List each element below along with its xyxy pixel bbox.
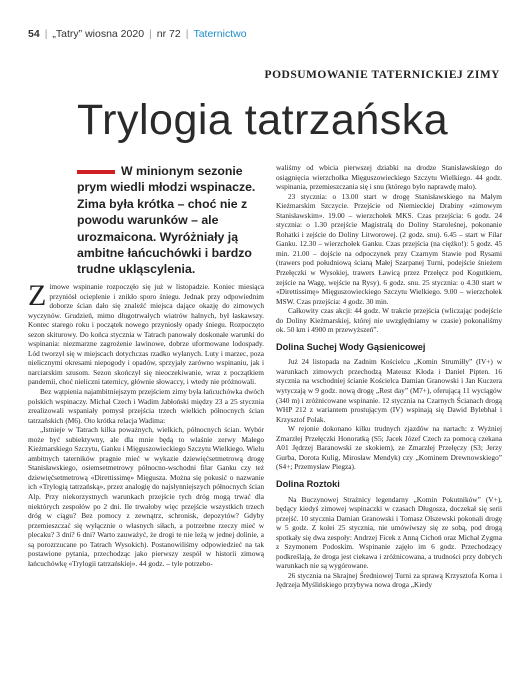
page-number: 54 <box>28 28 40 40</box>
column-right <box>276 163 502 590</box>
column-left <box>28 279 264 568</box>
paragraph: 23 stycznia: o 13.00 start w drogę Stanisławskiego na Małym Kieżmarskim Szczycie. Przejście od Niemieckiej Drabiny «zimowym Stanisławskim». 19.00 – wierzchołek MKS. Czas przejścia: 6 godz. 24 stycznia: o 1.30 przejście Magistralą do Doliny Staroleśnej, pokonanie Rohatki i zejście do Doliny Litworowej. (2 godz. snu). 6.45 – start w Filar Ganku. 12.30 – wierzchołek Ganku. Czas przejścia (na ciężko!): 5 godz. 45 min. 21.00 – dojście na odpoczynek przy Czarnym Stawie pod Rysami (trawers pod południową ścianą Małej Szarpanej Turni, podejście śnieżem Przełęczki w Wysokiej, trawers Ławicą przez Przełęcz pod Kogutkiem, zejście na Wagę, wejście na Rysy). 6 godz. snu. 25 stycznia: o 4.30 start w «Direttissimę» Mięguszowieckiego Szczytu Wielkiego. 9.00 – wierzchołek MSW. Czas przejścia: 4 godz. 30 min. <box>276 191 502 306</box>
header-separator: | <box>185 28 189 40</box>
header-separator: | <box>149 28 152 40</box>
paragraph-text: imowe wspinanie rozpoczęło się już w listopadzie. Koniec miesiąca przyniósł ocieplenie i znikło sporo śniegu. Jednak przy odpowiednim doborze ścian dało się znaleźć miejsca dające okazję do zimowych wyczynów. Grudzień, mimo długotrwałych wiatrów halnych, był łaskawszy. Kontec starego roku i początek nowego przyniosły opady śniegu. Rozpoczęto sezon skiturowy. Do końca stycznia w Tatrach panowały doskonałe warunki do wspinania: niezmarzne zagrożenie lawinowe, dobrze uformowane lodospady. Lód tworzył się w miejscach dotychczas rzadko wyłanych. Luty i marzec, poza nielicznymi okresami niepogody i opadów, sprzyjały zarówno wspinaniu, jak i narciarskim szusom. Sezon skończył się nieoczekiwanie, wraz z początkiem pandemii, choć nieliczni taternicy, głównie słowaccy, i wtedy nie próżnowali. <box>28 282 264 387</box>
article-lead <box>77 163 267 278</box>
paragraph: waliśmy od wbicia pierwszej dziabki na drodze Stanisławskiego do osiągnięcia wierzchołka Mięguszowieckiego Szczytu Wielkiego. 44 godz. wspinania, przemieszczania się i snu (którego było naprawdę mało). <box>276 163 502 192</box>
paragraph <box>28 279 264 387</box>
section-name: Taternictwo <box>193 28 247 40</box>
paragraph: Całkowity czas akcji: 44 godz. W trakcie przejścia (wliczając podejście do Doliny Kieżmarskiej, której nie uwzględniamy w czasie) pokonaliśmy ok. 50 km i 4900 m przewyższeń”. <box>276 306 502 335</box>
article-kicker: PODSUMOWANIE TATERNICKIEJ ZIMY <box>264 69 500 81</box>
article-title: Trylogia tatrzańska <box>77 96 449 144</box>
paragraph: 26 stycznia na Skrajnej Średniowej Turni za sprawą Krzysztofa Korna i Jędrzeja Myślińskiego przybywa nowa droga „Kiedy <box>276 570 502 590</box>
page-header <box>28 25 502 43</box>
header-separator: | <box>44 28 48 40</box>
paragraph: W rejonie dokonano kilku trudnych zjazdów na nartach: z Wyżniej Zmarzłej Przełęczki Honoratką (S5; Jacek Józef Czech za pomocą czekana A01 Jędrzej Baranowski ze skokiem), ze Zmarzłej Przełęczy (S3; Jerzy Gurba, Dorota Kulig, Mirosław Mendyk) czy „Kominem Drewnowskiego” (S4+; Przemysław Piegza). <box>276 424 502 472</box>
drop-cap: Z <box>28 279 47 312</box>
paragraph: „Istnieje w Tatrach kilka poważnych, wielkich, północnych ścian. Wybór może być subiektywny, ale dla mnie będą to właśnie zerwy Małego Kieżmarskiego Szczytu, Ganku i Mięguszowieckiego Szczytu Wielkiego. Wielu ambitnych taterników pragnie mieć w wykazie dziewięćsetmetrową drogę Stanisławskiego, osiemsetmetrowy północno-wschodni filar Ganku czy też dziewięćsetmetrową «Direttissimę» Mięgusza. Można się pokusić o nazwanie ich «Trylogią tatrzańską», przez analogię do najsłynniejszych północnych ścian Alp. Przy niekorzystnych warunkach przejście tych dróg mogą trwać dla niektórych zespołów po 2 dni. Ile trwałoby więc przejście wszystkich trzech dróg w ciągu? Bez pomocy z zewnątrz, schronisk, depozytów? Gdyby przemieszczać się wyłącznie o własnych siłach, a potrzebne rzeczy mieć w plecaku? 3 dni? 6 dni? Warto zauważyć, że drogi te nie leżą w jednej dolinie, a są porozrzucane po Tatrach Wysokich). Postanowiliśmy odpowiedzieć na tak postawione pytania, przechodząc jako pierwszy zespół w historii zimową łańcuchówkę «Trylogii tatrzańskiej». 44 godz. – tyle potrzebo- <box>28 425 264 568</box>
paragraph: Na Buczynowej Strażnicy legendarny „Komin Pokutników” (V+), będący kiedyś zimowej wspinaczki w czasach Długosza, doczekał się serii przejść. 10 stycznia Damian Granowski i Tomasz Olszewski pokonali drogę w 5 godz. Z kolei 25 stycznia, nie umówiwszy się ze sobą, pod drogą spotkały się dwa zespoły: Andrzej Ficek z Anną Cichoń oraz Michał Zygma z Szymonem Podoskim. Wspinanie zajęło im 6 godz. Przechodzący podkreślają, że droga jest ciekawa i zróżnicowana, a trudności przy dobrych warunkach nie są wygórowane. <box>276 494 502 571</box>
paragraph: Już 24 listopada na Zadnim Kościelcu „Komin Strumiłły” (IV+) w warunkach zimowych przechodzą Mateusz Kłoda i Daniel Pipten. 16 stycznia na wschodniej ścianie Kościelca Damian Granowski i Jan Kuczera wytyczają w 9 godz. nową drogę „Rest day” (M7+), oferującą 11 wyciągów (340 m) i zróżnicowane wspinanie. 12 stycznia na Czarnych Ścianach drogą WHP 212 z wariantem prostującym (IV) wspinają się Dawid Bylebhał i Krzysztof Polak. <box>276 357 502 424</box>
lead-text: W minionym sezonie prym wiedli młodzi wspinacze. Zima była krótka – choć nie z powodu warunków – ale urozmaicona. Wyróżniały ją ambitne łańcuchówki i bardzo trudne ukląscylenia. <box>77 164 256 277</box>
section-heading: Dolina Suchej Wody Gąsienicowej <box>276 341 426 352</box>
section-heading: Dolina Roztoki <box>276 478 340 489</box>
paragraph: Bez wątpienia najambitniejszym przejściem zimy była łańcuchówka dwóch polskich wspinaczy. Michał Czech i Wadim Jabłoński między 23 a 25 stycznia zrealizowali wspaniały pomysł przejścia trzech wielkich północnych ścian tatrzańskich (M6). Oto krótka relacja Wadima: <box>28 387 264 425</box>
magazine-name: „Tatry” wiosna 2020 <box>52 28 145 40</box>
issue-number: nr 72 <box>156 28 181 40</box>
